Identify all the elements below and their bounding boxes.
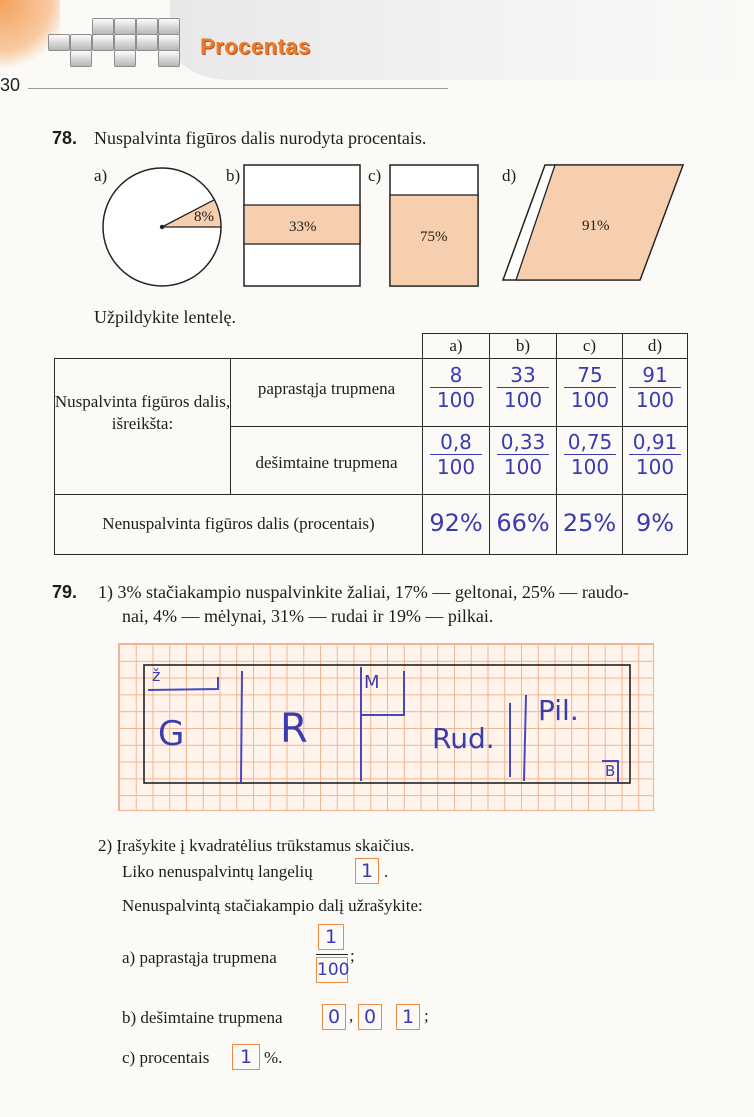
col-header-c: c): [582, 336, 597, 355]
ex78-figures: [0, 0, 754, 300]
fig-d-label: d): [502, 166, 517, 185]
c-label: c) procentais: [122, 1048, 210, 1067]
mark-pil: Pil.: [538, 694, 579, 727]
fig-b-percent: 33%: [289, 219, 317, 235]
ex78-prompt: Nuspalvinta figūros dalis nurodyta procentais.: [94, 128, 427, 148]
left-cells-box[interactable]: 1: [355, 858, 379, 884]
mark-g: G: [158, 714, 185, 754]
mark-b: B: [605, 762, 616, 780]
answer-decimal-c: 0,75 100: [560, 431, 620, 478]
a-label: a) paprastąja trupmena: [122, 948, 277, 967]
b-comma: ,: [349, 1006, 354, 1025]
fig-d-percent: 91%: [582, 218, 610, 234]
fig-b-label: b): [226, 166, 241, 185]
fig-a-percent: 8%: [194, 209, 214, 225]
c-percent-box[interactable]: 1: [232, 1044, 260, 1070]
grid-rectangle: [118, 643, 654, 811]
col-header-a: a): [449, 336, 463, 355]
mark-m: M: [364, 672, 380, 693]
b-label: b) dešimtaine trupmena: [122, 1008, 283, 1027]
answer-common-c: 75 100: [560, 364, 620, 411]
a-semicolon: ;: [350, 946, 355, 965]
row-decimal-label: dešimtaine trupmena: [255, 453, 398, 472]
chapter-title: Procentas: [200, 34, 311, 59]
mark-r: R: [280, 706, 308, 752]
ex79-part1-line2: nai, 4% — mėlynai, 31% — rudai ir 19% — pilkai.: [122, 606, 494, 626]
answer-decimal-a: 0,8 100: [426, 431, 486, 478]
b-semicolon: ;: [424, 1006, 429, 1025]
row-group-label: Nuspalvinta figūros dalis, išreikšta:: [54, 392, 231, 433]
fill-table: [54, 333, 688, 555]
page-number: 30: [0, 75, 21, 95]
answer-unshaded-d: 9%: [635, 509, 675, 537]
period-mark: .: [384, 862, 389, 881]
fig-a-label: a): [94, 166, 108, 185]
mark-rud: Rud.: [432, 722, 495, 755]
a-numerator-box[interactable]: 1: [318, 924, 344, 950]
answer-decimal-b: 0,33 100: [493, 431, 553, 478]
col-header-b: b): [515, 336, 531, 355]
answer-common-b: 33 100: [493, 364, 553, 411]
b-digit-3[interactable]: 1: [396, 1004, 420, 1030]
ex79-part1-line1: 1) 3% stačiakampio nuspalvinkite žaliai, 17% — geltonai, 25% — raudo-: [98, 582, 629, 602]
b-digit-1[interactable]: 0: [322, 1004, 346, 1030]
answer-unshaded-c: 25%: [562, 509, 617, 537]
ex79-part2-line1: 2) Įrašykite į kvadratėlius trūkstamus skaičius.: [98, 836, 415, 855]
b-digit-2[interactable]: 0: [358, 1004, 382, 1030]
col-header-d: d): [647, 336, 663, 355]
a-denominator-box[interactable]: 100: [316, 957, 348, 983]
a-fraction-bar: [316, 954, 348, 955]
answer-common-a: 8 100: [426, 364, 486, 411]
answer-unshaded-a: 92%: [429, 509, 483, 537]
fill-prompt: Užpildykite lentelę.: [94, 307, 236, 327]
row-unshaded-label: Nenuspalvinta figūros dalis (procentais): [102, 514, 375, 533]
figure-a-circle: [103, 168, 221, 286]
mark-green-label: ž: [152, 666, 161, 685]
answer-decimal-d: 0,91 100: [625, 431, 685, 478]
fig-c-label: c): [368, 166, 382, 185]
answer-unshaded-b: 66%: [496, 509, 550, 537]
row-common-label: paprastąja trupmena: [257, 379, 396, 398]
ex78-number: 78.: [52, 128, 78, 148]
answer-common-d: 91 100: [625, 364, 685, 411]
fig-c-percent: 75%: [420, 229, 448, 245]
ex79-part2-line3: Nenuspalvintą stačiakampio dalį užrašykite:: [122, 896, 423, 915]
ex79-number: 79.: [52, 582, 78, 602]
c-suffix: %.: [264, 1048, 283, 1067]
ex79-part2-line2: Liko nenuspalvintų langelių: [122, 862, 313, 881]
figure-c-rect: [390, 165, 478, 286]
